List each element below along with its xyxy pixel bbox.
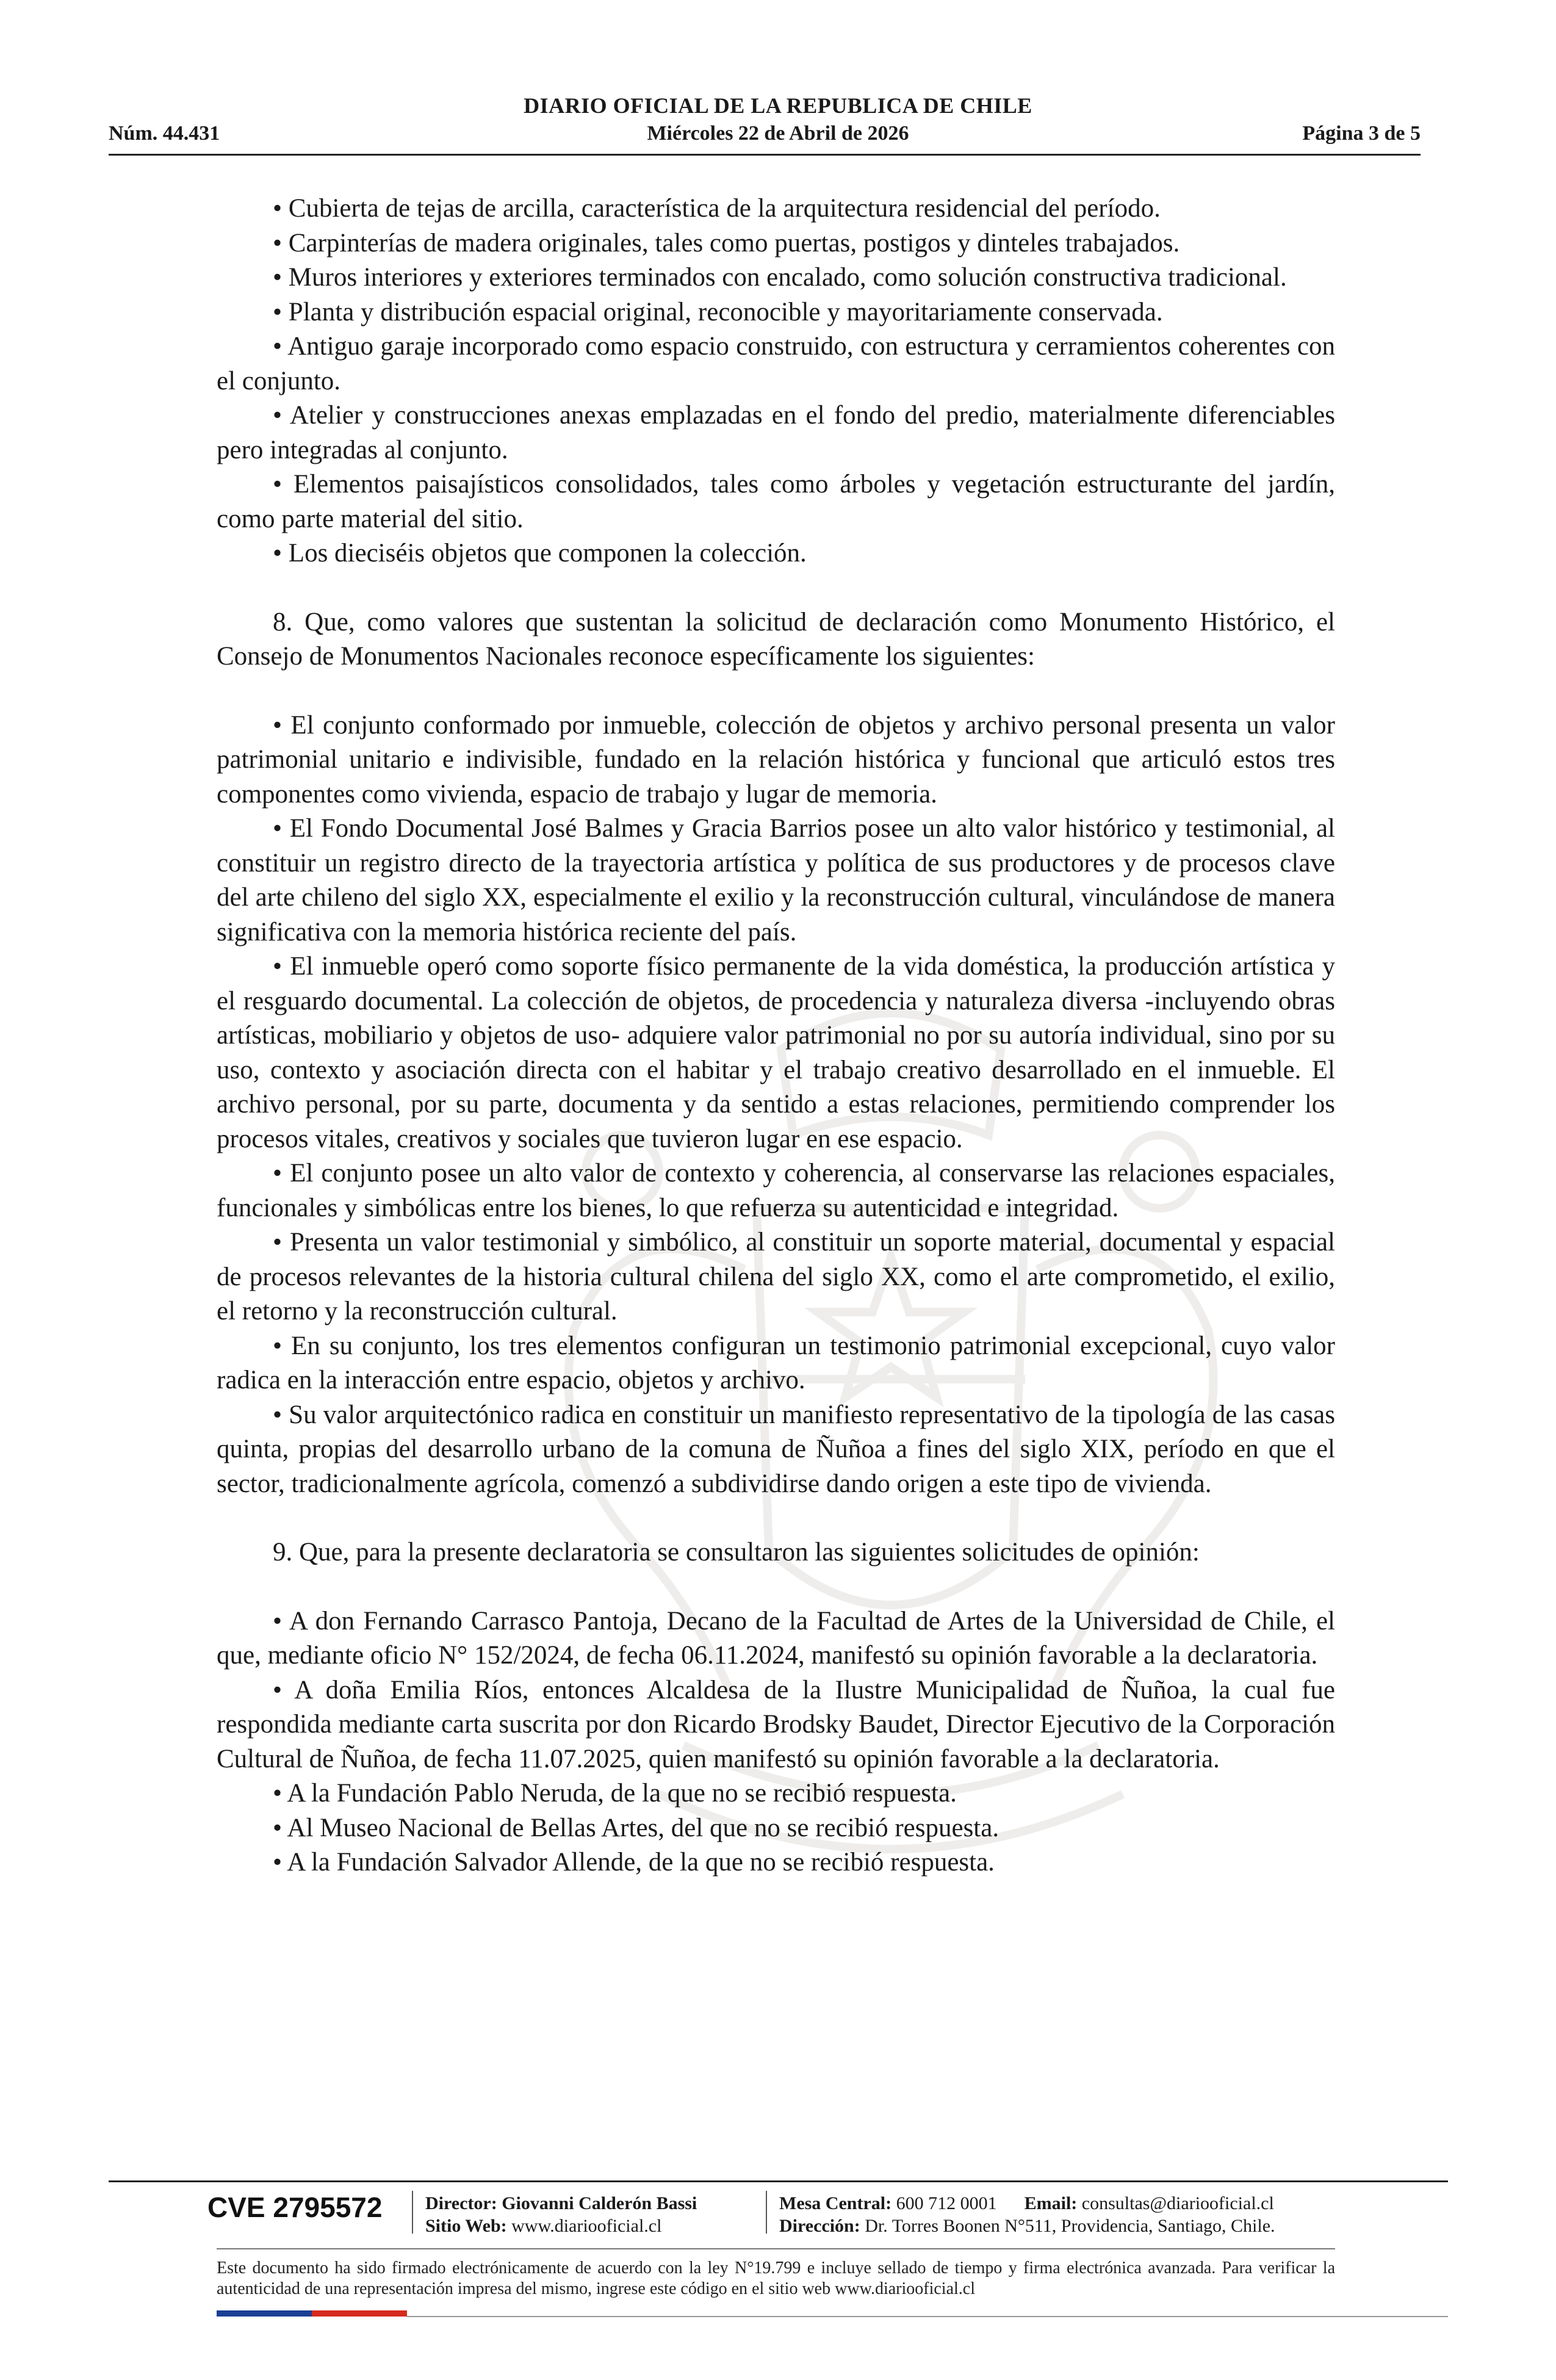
signature-notice: Este documento ha sido firmado electrónicamente de acuerdo con la ley N°19.799 e incluye sellado de tiempo y firma electrónica avanzada. Para verificar la autenticidad de una representación impresa del mismo, ingrese este código en el sitio web www.diariooficial.cl: [217, 2259, 1335, 2298]
email-label: Email:: [1024, 2193, 1078, 2213]
paragraph: • Su valor arquitectónico radica en constituir un manifiesto representativo de la tipología de las casas quinta, propias del desarrollo urbano de la comuna de Ñuñoa a fines del siglo XIX, período en que el sector, tradicionalmente agrícola, comenzó a subdividirse dando origen a este tipo de vivienda.: [217, 1400, 1335, 1498]
address-value: Dr. Torres Boonen N°511, Providencia, Santiago, Chile.: [865, 2216, 1275, 2236]
footer-contact-block: [779, 2192, 1275, 2237]
footer-director-block: [425, 2192, 697, 2237]
paragraph: • El inmueble operó como soporte físico permanente de la vida doméstica, la producción artística y el resguardo documental. La colección de objetos, de procedencia y naturaleza diversa -incluyendo obras artísticas, mobiliario y objetos de uso- adquiere valor patrimonial no por su autoría individual, sino por su uso, contexto y asociación directa con el habitar y el trabajo creativo desarrollado en el inmueble. El archivo personal, por su parte, documenta y da sentido a estas relaciones, permitiendo comprender los procesos vitales, creativos y sociales que tuvieron lugar en ese espacio.: [217, 952, 1335, 1153]
paragraph: • Cubierta de tejas de arcilla, característica de la arquitectura residencial del período.: [273, 194, 1161, 223]
address-label: Dirección:: [779, 2216, 860, 2236]
paragraph: • Carpinterías de madera originales, tales como puertas, postigos y dinteles trabajados.: [273, 228, 1180, 258]
paragraph: • Atelier y construcciones anexas emplazadas en el fondo del predio, materialmente diferenciables pero integradas al conjunto.: [217, 401, 1335, 464]
paragraph: • A don Fernando Carrasco Pantoja, Decano de la Facultad de Artes de la Universidad de Chile, el que, mediante oficio N° 152/2024, de fecha 06.11.2024, manifestó su opinión favorable a la declaratoria.: [217, 1606, 1335, 1670]
cve-code: CVE 2795572: [207, 2191, 383, 2223]
director-line: [425, 2192, 697, 2215]
footer-separator: [766, 2191, 767, 2234]
section-paragraph: 8. Que, como valores que sustentan la solicitud de declaración como Monumento Histórico, el Consejo de Monumentos Nacionales reconoce específicamente los siguientes:: [217, 607, 1335, 671]
paragraph: • Presenta un valor testimonial y simbólico, al constituir un soporte material, documental y espacial de procesos relevantes de la historia cultural chilena del siglo XX, como el arte comprometido, el exilio, el retorno y la reconstrucción cultural.: [217, 1228, 1335, 1325]
paragraph: • Al Museo Nacional de Bellas Artes, del que no se recibió respuesta.: [273, 1813, 1000, 1842]
page-indicator: Página 3 de 5: [1302, 122, 1421, 145]
flag-blue-stripe: [217, 2310, 312, 2317]
paragraph: • Antiguo garaje incorporado como espacio construido, con estructura y cerramientos coherentes con el conjunto.: [217, 332, 1335, 395]
mesa-phone: 600 712 0001: [896, 2193, 997, 2213]
paragraph: • A doña Emilia Ríos, entonces Alcaldesa de la Ilustre Municipalidad de Ñuñoa, la cual fue respondida mediante carta suscrita por don Ricardo Brodsky Baudet, Director Ejecutivo de la Corporación Cultural de Ñuñoa, de fecha 11.07.2025, quien manifestó su opinión favorable a la declaratoria.: [217, 1675, 1335, 1773]
paragraph: • A la Fundación Salvador Allende, de la que no se recibió respuesta.: [273, 1848, 995, 1877]
website-label: Sitio Web:: [425, 2216, 507, 2236]
paragraph: • Planta y distribución espacial original, reconocible y mayoritariamente conservada.: [273, 297, 1163, 326]
flag-red-stripe: [312, 2310, 407, 2317]
email-link[interactable]: consultas@diariooficial.cl: [1081, 2193, 1274, 2213]
director-label: Director:: [425, 2193, 497, 2213]
paragraph: • Muros interiores y exteriores terminados con encalado, como solución constructiva tradicional.: [273, 263, 1287, 292]
section-paragraph: 9. Que, para la presente declaratoria se consultaron las siguientes solicitudes de opinión:: [273, 1538, 1200, 1567]
paragraph: • Los dieciséis objetos que componen la colección.: [273, 539, 807, 568]
paragraph: • El Fondo Documental José Balmes y Gracia Barrios posee un alto valor histórico y testimonial, al constituir un registro directo de la trayectoria artística y política de sus productores y de procesos clave del arte chileno del siglo XX, especialmente el exilio y la reconstrucción cultural, vinculándose de manera significativa con la memoria histórica reciente del país.: [217, 814, 1335, 947]
issue-date: Miércoles 22 de Abril de 2026: [647, 122, 909, 145]
document-body: [217, 192, 1335, 1880]
issue-number: Núm. 44.431: [109, 122, 220, 145]
paragraph: • En su conjunto, los tres elementos configuran un testimonio patrimonial excepcional, cuyo valor radica en la interacción entre espacio, objetos y archivo.: [217, 1331, 1335, 1394]
footer-separator: [412, 2191, 413, 2234]
director-name: Giovanni Calderón Bassi: [502, 2193, 697, 2213]
header-divider: [109, 154, 1421, 156]
paragraph: • Elementos paisajísticos consolidados, tales como árboles y vegetación estructurante del jardín, como parte material del sitio.: [217, 470, 1335, 533]
footer-divider: [109, 2180, 1448, 2182]
website-link[interactable]: www.diariooficial.cl: [511, 2216, 662, 2236]
flag-color-bar: [217, 2310, 407, 2317]
mesa-label: Mesa Central:: [779, 2193, 892, 2213]
address-line: [779, 2215, 1275, 2237]
paragraph: • A la Fundación Pablo Neruda, de la que no se recibió respuesta.: [273, 1779, 957, 1808]
paragraph: • El conjunto conformado por inmueble, colección de objetos y archivo personal presenta un valor patrimonial unitario e indivisible, fundado en la relación histórica y funcional que articuló estos tres componentes como vivienda, espacio de trabajo y lugar de memoria.: [217, 710, 1335, 809]
website-line: [425, 2215, 697, 2237]
gazette-title: DIARIO OFICIAL DE LA REPUBLICA DE CHILE: [524, 93, 1032, 118]
footer-note-divider: [217, 2248, 1335, 2249]
contact-line: [779, 2192, 1275, 2215]
paragraph: • El conjunto posee un alto valor de contexto y coherencia, al conservarse las relaciones espaciales, funcionales y simbólicas entre los bienes, lo que refuerza su autenticidad e integridad.: [217, 1159, 1335, 1222]
footer-bottom-line: [407, 2316, 1448, 2317]
